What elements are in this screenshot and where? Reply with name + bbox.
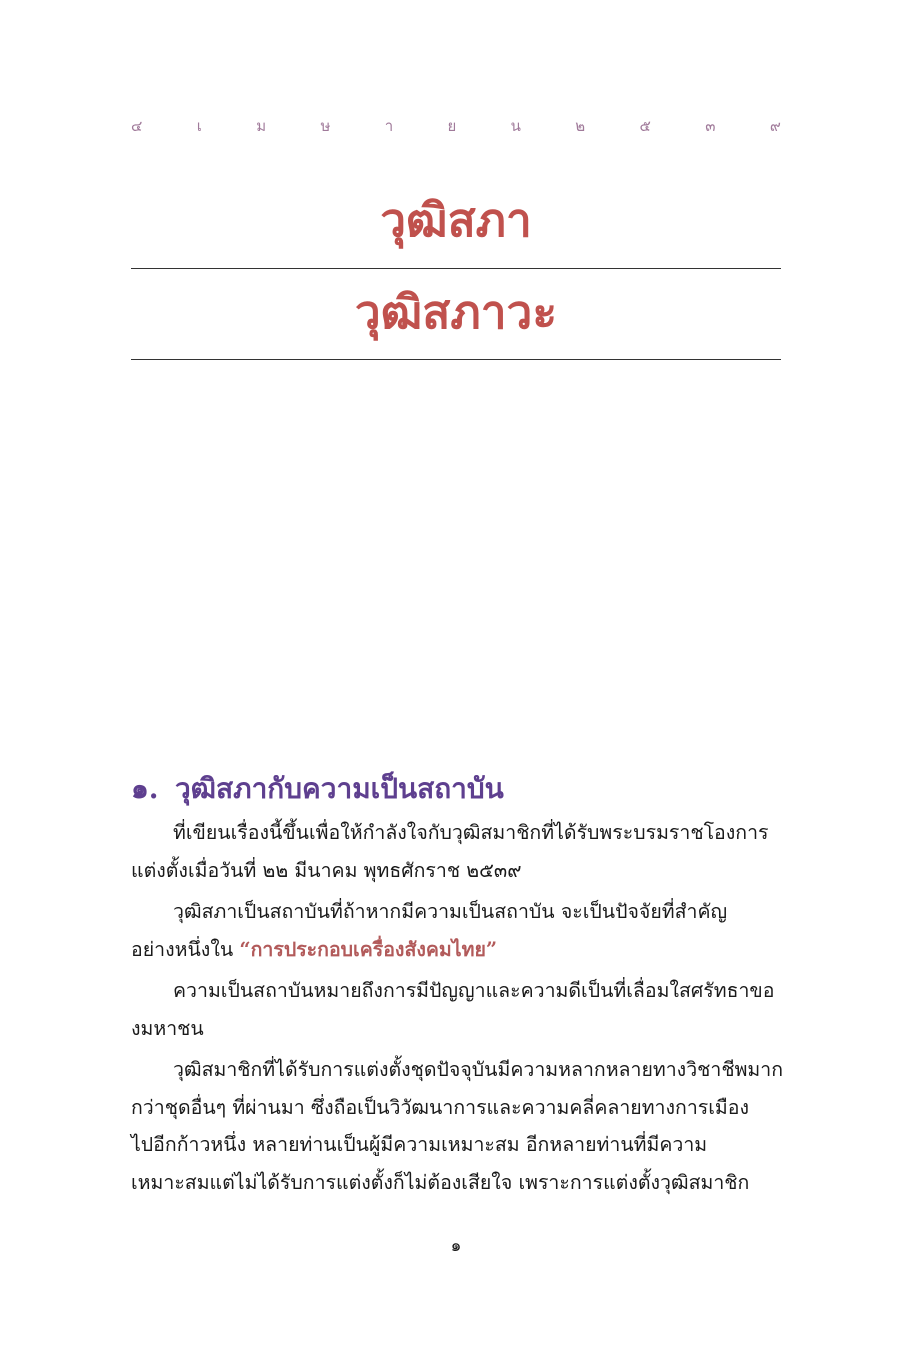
title-line-2: วุฒิสภาวะ [354, 285, 558, 339]
section-heading [131, 768, 781, 810]
paragraph-line [131, 931, 781, 969]
date-char: ๓ [705, 117, 716, 135]
title-line-1: วุฒิสภา [380, 193, 532, 247]
paragraph-line: วุฒิสมาชิกที่ได้รับการแต่งตั้งชุดปัจจุบันมีความหลากหลายทางวิชาชีพมาก [173, 1058, 784, 1081]
section-number: ๑. [131, 772, 159, 805]
paragraph-text: อย่างหนึ่งใน [131, 937, 240, 961]
date-char: น [510, 117, 521, 135]
date-char: ๒ [575, 117, 586, 135]
document-page [131, 0, 784, 1350]
date-header [131, 114, 781, 138]
section-title: วุฒิสภากับความเป็นสถาบัน [175, 772, 504, 805]
date-char: ษ [320, 117, 331, 135]
date-char: ๕ [639, 117, 651, 135]
paragraph-line: ที่เขียนเรื่องนี้ขึ้นเพื่อให้กำลังใจกับวุฒิสมาชิกที่ได้รับพระบรมราชโองการ [173, 821, 769, 844]
date-char: ย [447, 117, 457, 135]
date-char: ม [256, 117, 267, 135]
paragraph-4 [131, 1051, 784, 1201]
date-char: เ [196, 117, 202, 135]
paragraph-line: เหมาะสมแต่ไม่ได้รับการแต่งตั้งก็ไม่ต้องเสียใจ เพราะการแต่งตั้งวุฒิสมาชิก [131, 1170, 750, 1194]
date-char: ๙ [769, 117, 781, 135]
paragraph-line: ไปอีกก้าวหนึ่ง หลายท่านเป็นผู้มีความเหมาะสม อีกหลายท่านที่มีความ [131, 1133, 708, 1156]
body-text [131, 814, 784, 1201]
quoted-phrase: “การประกอบเครื่องสังคมไทย” [239, 937, 498, 961]
title-divider-bottom [131, 359, 781, 360]
paragraph-line: วุฒิสภาเป็นสถาบันที่ถ้าหากมีความเป็นสถาบัน จะเป็นปัจจัยที่สำคัญ [173, 900, 728, 923]
paragraph-1 [131, 814, 781, 889]
title-divider-top [131, 268, 781, 269]
date-char: า [384, 117, 394, 135]
paragraph-line: งมหาชน [131, 1016, 204, 1040]
paragraph-line: แต่งตั้งเมื่อวันที่ ๒๒ มีนาคม พุทธศักราช ๒๕๓๙ [131, 858, 522, 882]
paragraph-3 [131, 972, 781, 1047]
paragraph-line: กว่าชุดอื่นๆ ที่ผ่านมา ซึ่งถือเป็นวิวัฒนาการและความคลี่คลายทางการเมือง [131, 1095, 750, 1119]
page-number: ๑ [450, 1236, 462, 1256]
paragraph-2 [131, 893, 781, 968]
paragraph-line: ความเป็นสถาบันหมายถึงการมีปัญญาและความดีเป็นที่เลื่อมใสศรัทธาขอ [173, 979, 775, 1002]
date-char: ๔ [131, 117, 143, 135]
